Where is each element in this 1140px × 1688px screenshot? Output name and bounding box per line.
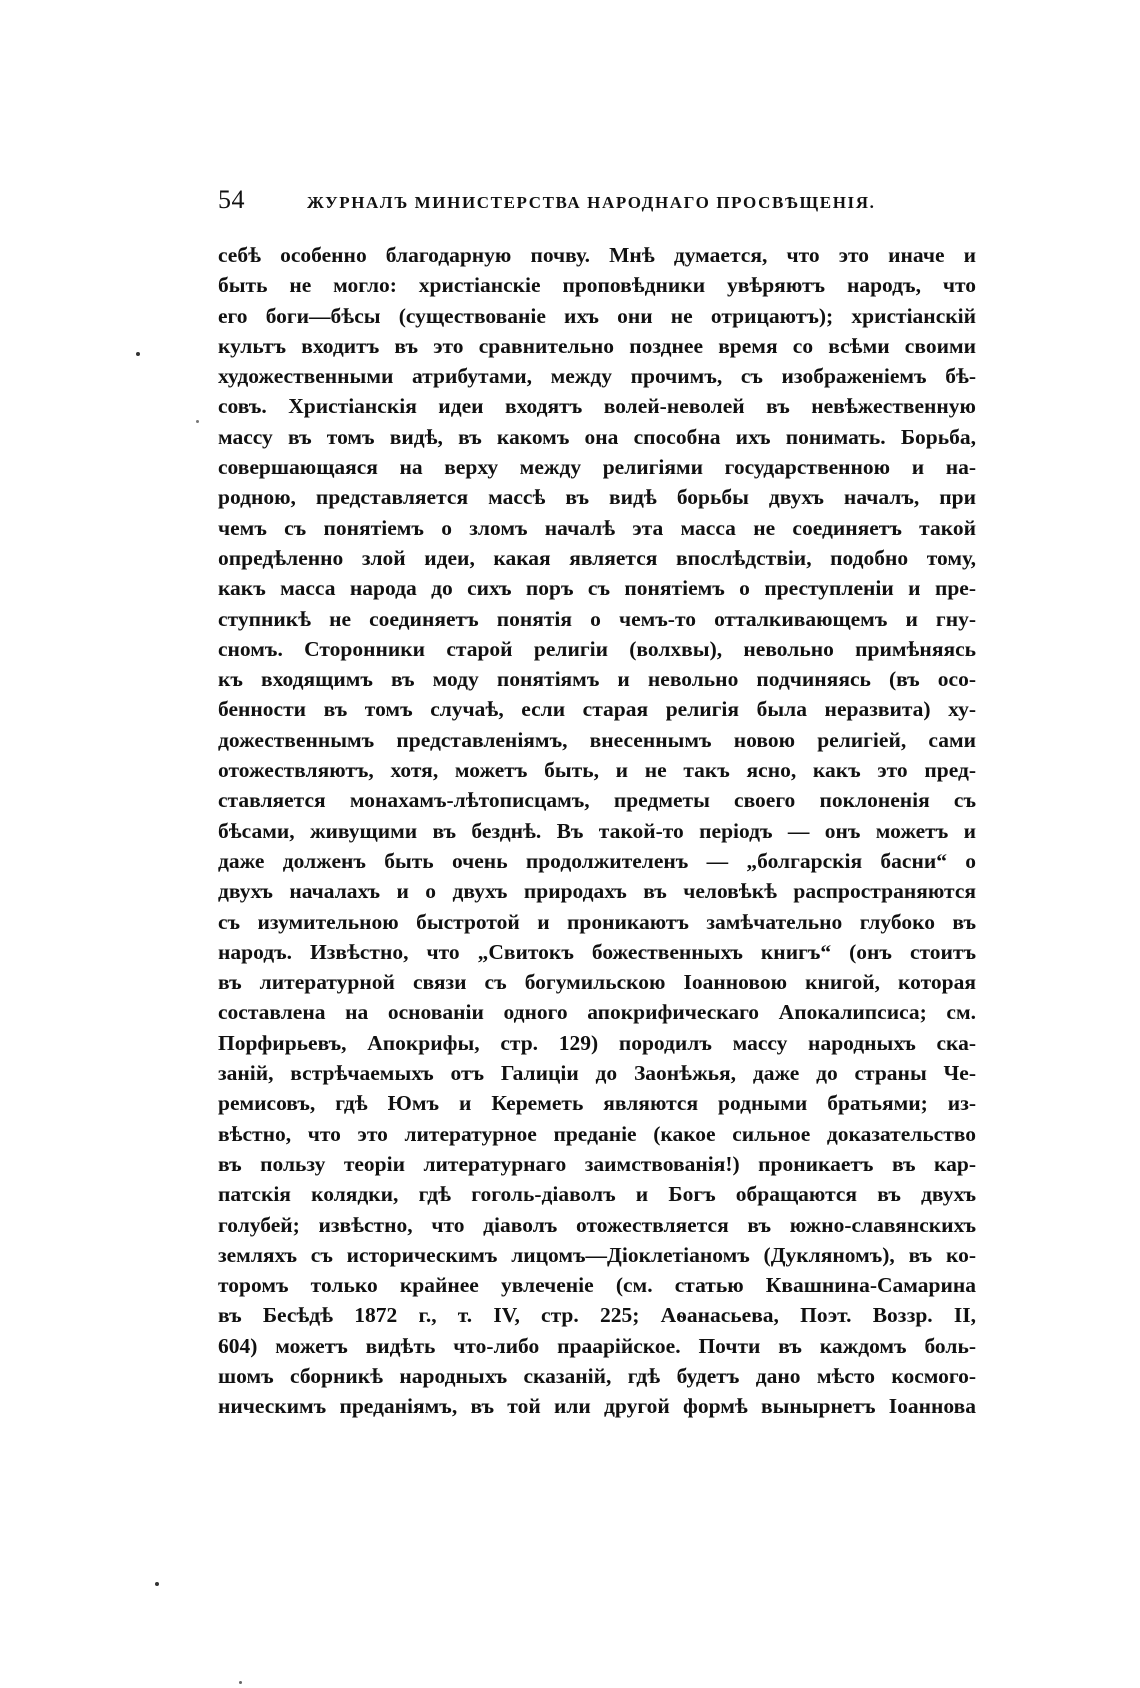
- text-line: культъ входитъ въ это сравнительно позднее время со всѣми своими: [218, 333, 976, 358]
- text-line: чемъ съ понятіемъ о зломъ началѣ эта масса не соединяетъ такой: [218, 515, 976, 540]
- text-line: въ литературной связи съ богумильскою Іоанновою книгой, которая: [218, 970, 976, 995]
- text-line: массу въ томъ видѣ, въ какомъ она способна ихъ понимать. Борьба,: [218, 424, 976, 449]
- text-line: какъ масса народа до сихъ поръ съ понятіемъ о преступленіи и пре-: [218, 576, 976, 601]
- text-line: къ входящимъ въ моду понятіямъ и невольно подчиняясь (въ осо-: [218, 667, 976, 692]
- text-line: составлена на основаніи одного апокрифическаго Апокалипсиса; см.: [218, 1000, 976, 1025]
- text-line: дожественнымъ представленіямъ, внесеннымъ новою религіей, сами: [218, 727, 976, 752]
- text-line: совъ. Христіанскія идеи входятъ волей-неволей въ невѣжественную: [218, 394, 976, 419]
- text-line: совершающаяся на верху между религіями государственною и на-: [218, 455, 976, 480]
- text-line: сномъ. Сторонники старой религіи (волхвы), невольно примѣняясь: [218, 636, 976, 661]
- text-line: бѣсами, живущими въ безднѣ. Въ такой-то періодъ — онъ можетъ и: [218, 818, 976, 843]
- text-line: голубей; извѣстно, что діаволъ отожествляется въ южно-славянскихъ: [218, 1212, 976, 1237]
- text-line: патскія колядки, гдѣ гоголь-діаволъ и Богъ обращаются въ двухъ: [218, 1182, 976, 1207]
- text-line: даже долженъ быть очень продолжителенъ — „болгарскія басни“ о: [218, 848, 976, 873]
- scan-speck: [239, 1681, 242, 1684]
- text-line: въ пользу теоріи литературнаго заимствованія!) проникаетъ въ кар-: [218, 1151, 976, 1176]
- page-number: 54: [218, 185, 245, 214]
- text-line: себѣ особенно благодарную почву. Мнѣ думается, что это иначе и: [218, 243, 976, 267]
- text-line: вѣстно, что это литературное преданіе (какое сильное доказательство: [218, 1121, 976, 1146]
- text-line: художественными атрибутами, между прочимъ, съ изображеніемъ бѣ-: [218, 364, 976, 389]
- text-line: съ изумительною быстротой и проникаютъ замѣчательно глубоко въ: [218, 909, 976, 934]
- text-line: народъ. Извѣстно, что „Свитокъ божественныхъ книгъ“ (онъ стоитъ: [218, 939, 976, 964]
- text-line: въ Бесѣдѣ 1872 г., т. IV, стр. 225; Аѳанасьева, Поэт. Воззр. II,: [218, 1303, 976, 1328]
- scan-speck: [196, 420, 199, 423]
- scan-speck: [155, 1582, 159, 1586]
- text-line: его боги—бѣсы (существованіе ихъ они не отрицаютъ); христіанскій: [218, 303, 976, 328]
- text-line: родною, представляется массѣ въ видѣ борьбы двухъ началъ, при: [218, 485, 976, 510]
- text-line: бенности въ томъ случаѣ, если старая религія была неразвита) ху-: [218, 697, 976, 722]
- text-line: опредѣленно злой идеи, какая является впослѣдствіи, подобно тому,: [218, 545, 976, 570]
- text-line: отожествляютъ, хотя, можетъ быть, и не такъ ясно, какъ это пред-: [218, 758, 976, 783]
- text-line: заній, встрѣчаемыхъ отъ Галиціи до Заонѣжья, даже до страны Че-: [218, 1061, 976, 1086]
- text-line: земляхъ съ историческимъ лицомъ—Діоклетіаномъ (Дукляномъ), въ ко-: [218, 1242, 976, 1267]
- scan-speck: [136, 352, 140, 356]
- text-line: ступникѣ не соединяетъ понятія о чемъ-то отталкивающемъ и гну-: [218, 606, 976, 631]
- text-line: ремисовъ, гдѣ Юмъ и Кереметь являются родными братьями; из-: [218, 1091, 976, 1116]
- text-line: шомъ сборникѣ народныхъ сказаній, гдѣ будетъ дано мѣсто космого-: [218, 1363, 976, 1388]
- running-title: ЖУРНАЛЪ МИНИСТЕРСТВА НАРОДНАГО ПРОСВѢЩЕНІЯ.: [307, 193, 876, 212]
- text-line: быть не могло: христіанскіе проповѣдники увѣряютъ народъ, что: [218, 273, 976, 298]
- text-line: Порфирьевъ, Апокрифы, стр. 129) породилъ массу народныхъ ска-: [218, 1030, 976, 1055]
- text-line: торомъ только крайнее увлеченіе (см. статью Квашнина-Самарина: [218, 1273, 976, 1298]
- text-line: 604) можетъ видѣть что-либо праарійское. Почти въ каждомъ боль-: [218, 1333, 976, 1358]
- text-line: двухъ началахъ и о двухъ природахъ въ человѣкѣ распространяются: [218, 879, 976, 904]
- text-line: ническимъ преданіямъ, въ той или другой формѣ вынырнетъ Іоаннова: [218, 1394, 976, 1419]
- page-header: [218, 185, 970, 225]
- text-line: ставляется монахамъ-лѣтописцамъ, предметы своего поклоненія съ: [218, 788, 976, 813]
- body-text: [218, 240, 976, 1422]
